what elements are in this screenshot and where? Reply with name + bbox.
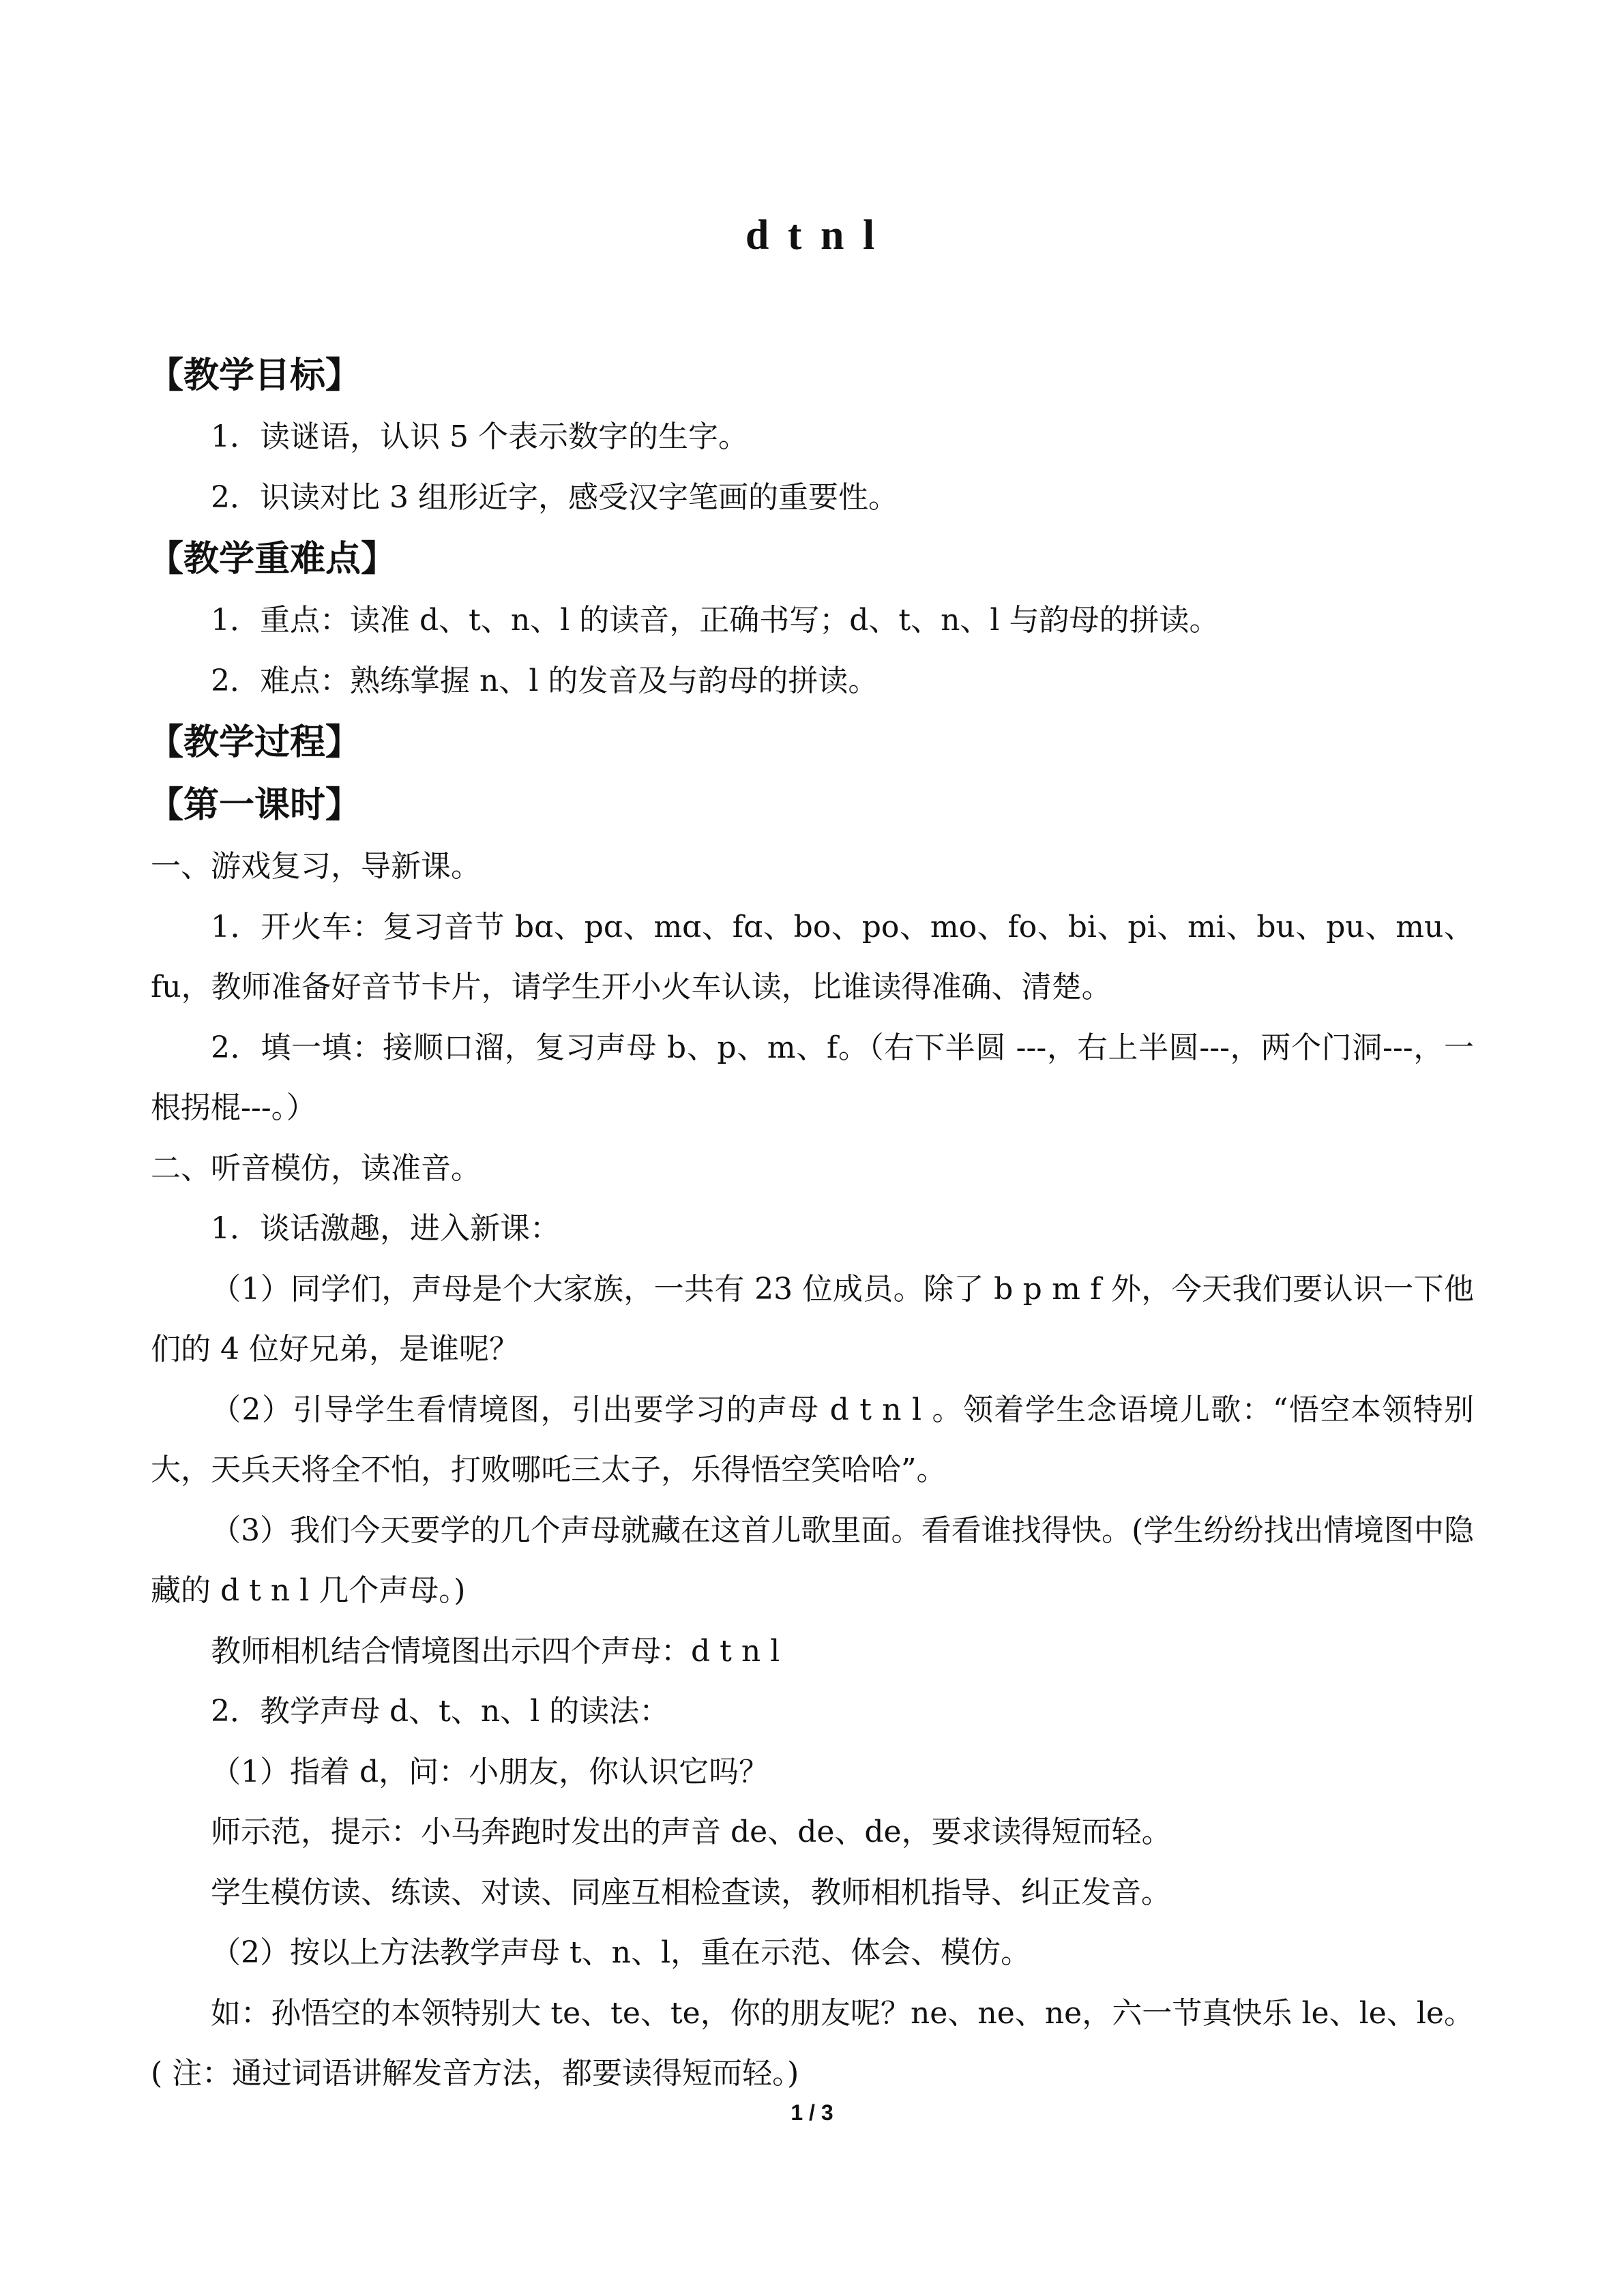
part1-item-1: 1．开火车：复习音节 bɑ、pɑ、mɑ、fɑ、bo、po、mo、fo、bi、pi、mi、bu、pu、mu、fu，教师准备好音节卡片，请学生开小火车认读，比谁读得准确、清楚。 — [151, 909, 1474, 1004]
heading-teaching-goals: 【教学目标】 — [148, 355, 361, 396]
part2-title: 二、听音模仿，读准音。 — [151, 1150, 481, 1186]
part2-item-1-4: 教师相机结合情境图出示四个声母：d t n l — [211, 1633, 780, 1669]
key-point-item-1: 1．重点：读准 d、t、n、l 的读音，正确书写；d、t、n、l 与韵母的拼读。 — [211, 603, 1220, 638]
heading-key-points: 【教学重难点】 — [148, 538, 397, 580]
goal-item-1: 1．读谜语，认识 5 个表示数字的生字。 — [211, 419, 748, 454]
part1-item-2: 2．填一填：接顺口溜，复习声母 b、p、m、f。（右下半圆 ---，右上半圆---，两个门洞---，一根拐棍---。） — [151, 1030, 1474, 1125]
document-body — [148, 344, 1474, 2104]
page-number: 1 / 3 — [791, 2100, 833, 2125]
part2-item-1-2: （2）引导学生看情境图，引出要学习的声母 d t n l 。领着学生念语境儿歌：“悟空本领特别大，天兵天将全不怕，打败哪吒三太子，乐得悟空笑哈哈”。 — [151, 1392, 1474, 1487]
part2-item-1-3: （3）我们今天要学的几个声母就藏在这首儿歌里面。看看谁找得快。(学生纷纷找出情境图中隐藏的 d t n l 几个声母。) — [151, 1512, 1474, 1608]
part1-title: 一、游戏复习，导新课。 — [151, 849, 481, 884]
part2-item-2-1a: 师示范，提示：小马奔跑时发出的声音 de、de、de，要求读得短而轻。 — [211, 1815, 1172, 1849]
part2-item-1: 1．谈话激趣，进入新课： — [211, 1211, 560, 1246]
part2-item-2-2a: 如：孙悟空的本领特别大 te、te、te，你的朋友呢？ne、ne、ne，六一节真快乐 le、le、le。( 注：通过词语讲解发音方法，都要读得短而轻。) — [151, 1995, 1474, 2091]
part2-item-2-1: （1）指着 d，问：小朋友，你认识它吗？ — [211, 1754, 769, 1789]
goal-item-2: 2．识读对比 3 组形近字，感受汉字笔画的重要性。 — [211, 479, 898, 515]
document-title: d t n l — [745, 212, 879, 258]
part2-item-2-1b: 学生模仿读、练读、对读、同座互相检查读，教师相机指导、纠正发音。 — [211, 1875, 1171, 1910]
key-point-item-2: 2．难点：熟练掌握 n、l 的发音及与韵母的拼读。 — [211, 663, 879, 698]
heading-teaching-process: 【教学过程】 — [148, 721, 361, 763]
part2-item-2: 2．教学声母 d、t、n、l 的读法： — [211, 1694, 670, 1729]
part2-item-2-2: （2）按以上方法教学声母 t、n、l，重在示范、体会、模仿。 — [211, 1935, 1031, 1970]
part2-item-1-1: （1）同学们，声母是个大家族，一共有 23 位成员。除了 b p m f 外，今天我们要认识一下他们的 4 位好兄弟，是谁呢？ — [151, 1271, 1474, 1367]
heading-first-lesson: 【第一课时】 — [148, 784, 361, 826]
